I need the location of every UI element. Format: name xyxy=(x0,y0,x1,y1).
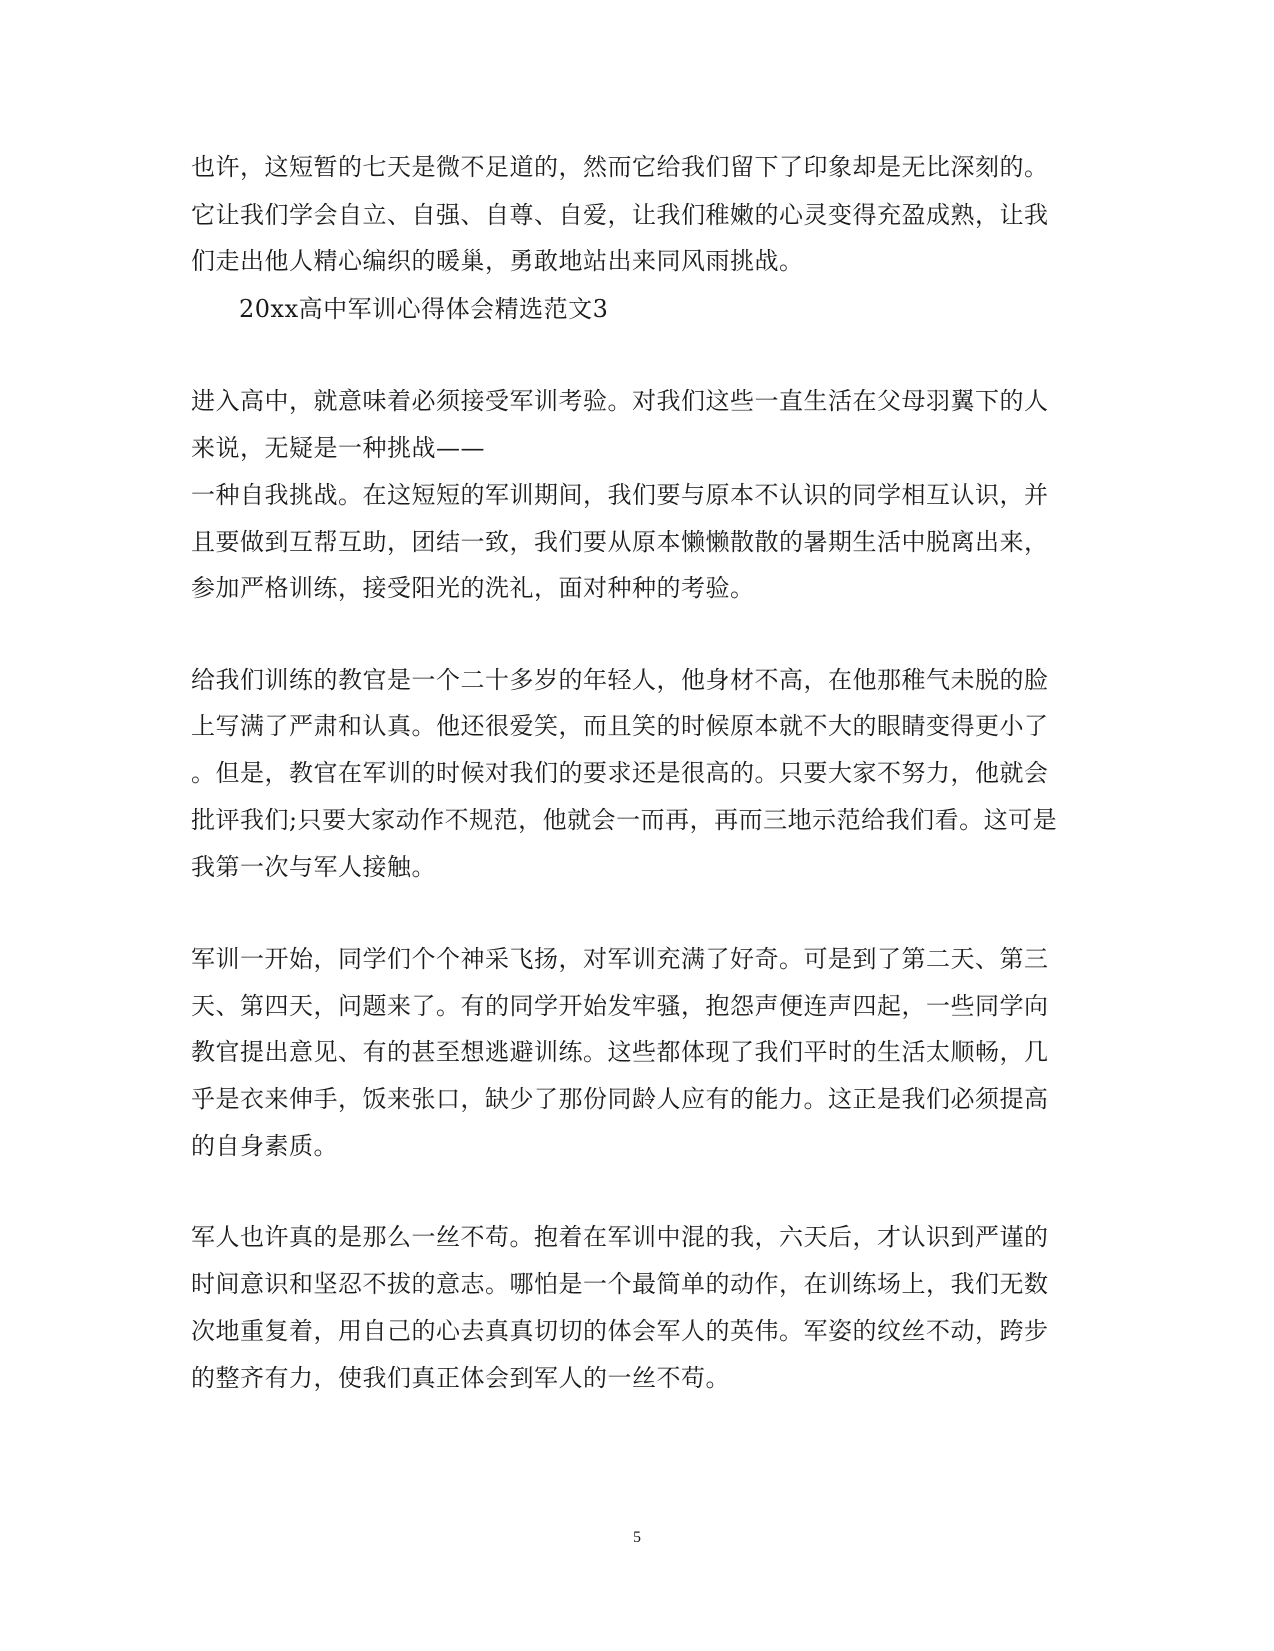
section-heading: 20xx高中军训心得体会精选范文3 xyxy=(239,295,609,323)
text-line: 天、第四天，问题来了。有的同学开始发牢骚，抱怨声便连声四起，一些同学向 xyxy=(191,992,1049,1020)
text-line: 次地重复着，用自己的心去真真切切的体会军人的英伟。军姿的纹丝不动，跨步 xyxy=(191,1317,1049,1345)
text-line: 来说，无疑是一种挑战—— xyxy=(191,434,485,462)
text-line: 军训一开始，同学们个个神采飞扬，对军训充满了好奇。可是到了第二天、第三 xyxy=(191,945,1049,973)
text-line: 时间意识和坚忍不拔的意志。哪怕是一个最简单的动作，在训练场上，我们无数 xyxy=(191,1270,1049,1298)
text-line: 它让我们学会自立、自强、自尊、自爱，让我们稚嫩的心灵变得充盈成熟，让我 xyxy=(191,201,1049,229)
text-line: 给我们训练的教官是一个二十多岁的年轻人，他身材不高，在他那稚气未脱的脸 xyxy=(191,666,1049,694)
page-number: 5 xyxy=(633,1529,641,1546)
text-line: 且要做到互帮互助，团结一致，我们要从原本懒懒散散的暑期生活中脱离出来， xyxy=(191,528,1049,556)
text-line: 一种自我挑战。在这短短的军训期间，我们要与原本不认识的同学相互认识，并 xyxy=(191,481,1049,509)
text-line: 军人也许真的是那么一丝不苟。抱着在军训中混的我，六天后，才认识到严谨的 xyxy=(191,1223,1049,1251)
text-line: 们走出他人精心编织的暖巢，勇敢地站出来同风雨挑战。 xyxy=(191,247,804,275)
text-line: 教官提出意见、有的甚至想逃避训练。这些都体现了我们平时的生活太顺畅，几 xyxy=(191,1038,1049,1066)
text-line: 批评我们;只要大家动作不规范，他就会一而再，再而三地示范给我们看。这可是 xyxy=(191,806,1058,834)
text-line: 。但是，教官在军训的时候对我们的要求还是很高的。只要大家不努力，他就会 xyxy=(191,759,1049,787)
text-line: 我第一次与军人接触。 xyxy=(191,853,436,881)
text-line: 的整齐有力，使我们真正体会到军人的一丝不苟。 xyxy=(191,1364,730,1392)
text-line: 的自身素质。 xyxy=(191,1132,338,1160)
text-line: 参加严格训练，接受阳光的洗礼，面对种种的考验。 xyxy=(191,574,755,602)
text-line: 乎是衣来伸手，饭来张口，缺少了那份同龄人应有的能力。这正是我们必须提高 xyxy=(191,1085,1049,1113)
text-line: 进入高中，就意味着必须接受军训考验。对我们这些一直生活在父母羽翼下的人 xyxy=(191,387,1049,415)
text-line: 上写满了严肃和认真。他还很爱笑，而且笑的时候原本就不大的眼睛变得更小了 xyxy=(191,712,1049,740)
text-line: 也许，这短暂的七天是微不足道的，然而它给我们留下了印象却是无比深刻的。 xyxy=(191,153,1049,181)
